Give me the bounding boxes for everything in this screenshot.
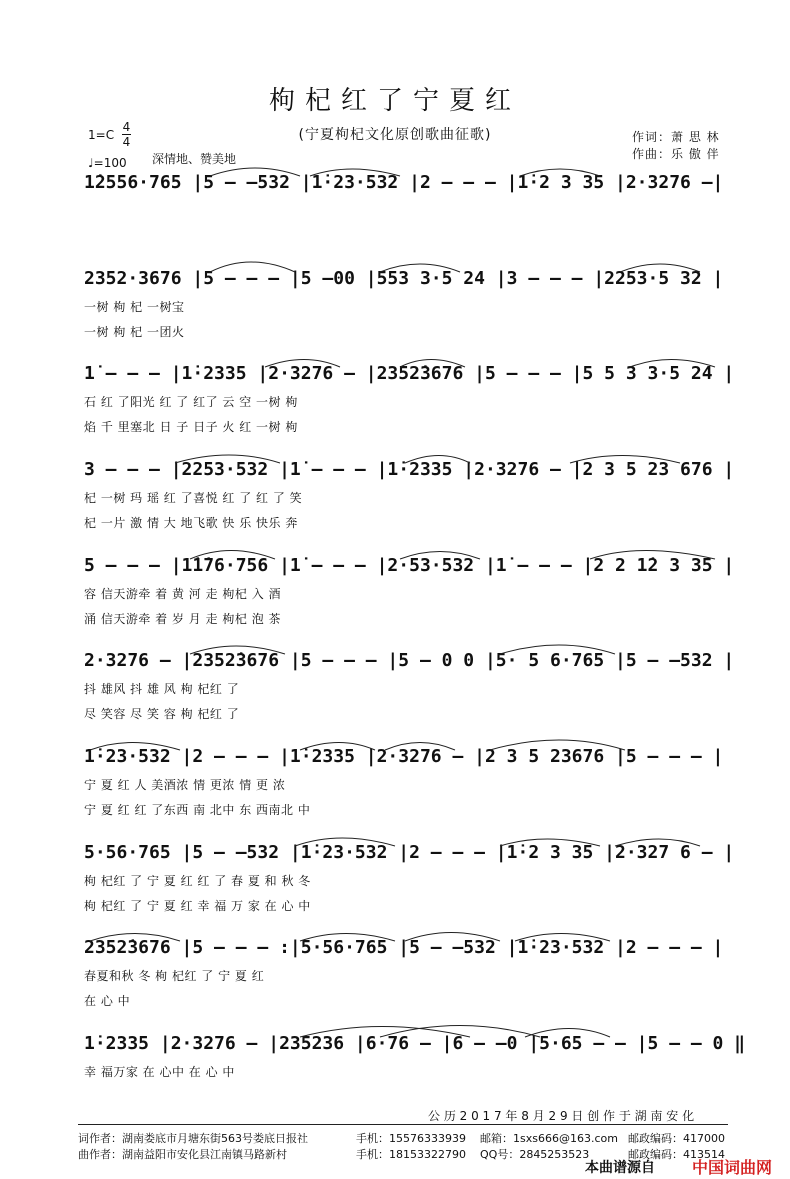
composer-postcode: 邮政编码：413514	[628, 1148, 725, 1161]
lyricist-credit: 作词：萧 思 林	[632, 130, 720, 144]
slur	[630, 360, 715, 368]
lyric-verse1-line-10: 幸 福万家 在 心中 在 心 中	[84, 1065, 235, 1079]
slur	[210, 168, 300, 176]
slur	[300, 743, 375, 751]
lyric-verse2-line-9: 在 心 中	[84, 994, 131, 1008]
slur	[520, 169, 600, 176]
slur	[190, 646, 285, 654]
lyric-verse1-line-5: 容 信天游牵 着 黄 河 走 枸杞 入 酒	[84, 587, 282, 601]
lyric-verse2-line-8: 枸 杞红 了 宁 夏 红 幸 福 万 家 在 心 中	[84, 899, 311, 913]
lyricist-email: 邮箱：1sxs666@163.com	[480, 1132, 618, 1145]
slur	[620, 264, 700, 272]
lyricist-address: 词作者：湖南娄底市月塘东街563号娄底日报社	[78, 1132, 308, 1145]
date-line: 公 历 2 0 1 7 年 8 月 2 9 日 创 作 于 湖 南 安 化	[428, 1109, 695, 1123]
slur	[405, 933, 500, 942]
lyric-verse2-line-7: 宁 夏 红 红 了东西 南 北中 东 西南北 中	[84, 803, 311, 817]
lyric-verse1-line-7: 宁 夏 红 人 美酒浓 情 更浓 情 更 浓	[84, 778, 286, 792]
score-line-3: 1̇ – – – |1̇·2335 |2·3276 – |2352̇3676 |5 – – – |5 5 3 3·5 24 |	[84, 363, 735, 384]
score-line-1: 1̇2556·765 |5 – –532 |1̇·23·532 |2 – – – |1̇·2 3 35 |2·3276 –|	[84, 172, 724, 193]
expression-marking: 深情地、赞美地	[152, 152, 237, 166]
composer-credit: 作曲：乐 傲 伴	[632, 147, 720, 161]
slur	[405, 456, 470, 464]
lyric-verse1-line-3: 石 红 了阳光 红 了 红了 云 空 一树 枸	[84, 395, 298, 409]
lyric-verse1-line-8: 枸 杞红 了 宁 夏 红 红 了 春 夏 和 秋 冬	[84, 874, 311, 888]
score-line-8: 5·56·765 |5 – –532 |1̇·23·532 |2 – – – |1̇·2 3 35 |2·327 6 – |	[84, 842, 735, 863]
slur	[310, 169, 400, 176]
footer-divider	[78, 1124, 728, 1125]
slur	[90, 934, 180, 942]
slur	[265, 360, 340, 368]
lyric-verse2-line-2: 一树 枸 杞 一团火	[84, 325, 185, 339]
score-line-7: 1̇·23·532 |2 – – – |1̇·2335 |2·3276 – |2 3 5 23676 |5 – – – |	[84, 746, 724, 767]
source-site: 中国词曲网	[692, 1158, 773, 1177]
composer-phone: 手机：18153322790	[356, 1148, 466, 1161]
slur	[90, 743, 180, 751]
slur	[210, 262, 295, 272]
slur	[190, 551, 275, 560]
score-line-9: 2352̇3676 |5 – – – :|5·56·765 |5 – –532 |1̇·23·532 |2 – – – |	[84, 937, 724, 958]
slur	[590, 551, 715, 560]
time-signature-bottom: 4	[122, 135, 131, 149]
time-signature-top: 4	[122, 120, 131, 134]
composer-qq: QQ号：2845253523	[480, 1148, 590, 1161]
slur	[380, 264, 460, 272]
lyricist-phone: 手机：15576333939	[356, 1132, 466, 1145]
lyricist-postcode: 邮政编码：417000	[628, 1132, 725, 1145]
slur	[300, 934, 395, 942]
slur	[570, 456, 680, 464]
lyric-verse2-line-5: 涌 信天游牵 着 岁 月 走 枸杞 泡 茶	[84, 612, 282, 626]
score-line-6: 2·3276 – |2352̇3676 |5 – – – |5 – 0 0 |5· 5 6·765 |5 – –532 |	[84, 650, 735, 671]
tempo-marking: ♩=100	[88, 156, 127, 170]
score-line-10: 1̇·2335 |2·3276 – |235236 |6·76 – |6 – –0 |5·65 – – |5 – – 0 ‖	[84, 1033, 746, 1054]
score-line-4: 3 – – – |2253·532 |1̇ – – – |1̇·2335 |2·3276 – |2 3 5 23 676 |	[84, 459, 735, 480]
song-subtitle: (宁夏枸杞文化原创歌曲征歌)	[298, 127, 492, 143]
score-line-2: 2352·3676 |5 – – – |5 –00 |553 3·5 24 |3 – – – |2253·5 32 |	[84, 268, 724, 289]
slur	[615, 839, 700, 846]
lyric-verse1-line-4: 杞 一树 玛 瑶 红 了喜悦 红 了 红 了 笑	[84, 491, 303, 505]
slur	[400, 360, 465, 368]
composer-address: 曲作者：湖南益阳市安化县江南镇马路新村	[78, 1148, 287, 1161]
key-signature: 1=C	[88, 128, 115, 142]
slur	[500, 645, 615, 654]
lyric-verse2-line-6: 尽 笑容 尽 笑 容 枸 杞红 了	[84, 707, 240, 721]
slur	[490, 740, 625, 750]
song-title: 枸杞红了宁夏红	[268, 86, 521, 116]
slur	[500, 839, 600, 846]
slur	[295, 838, 395, 846]
slur	[400, 552, 480, 560]
slur	[385, 743, 455, 751]
lyric-verse1-line-6: 抖 雄风 抖 雄 风 枸 杞红 了	[84, 682, 240, 696]
lyric-verse2-line-3: 焰 千 里塞北 日 子 日子 火 红 一树 枸	[84, 420, 298, 434]
lyric-verse1-line-9: 春夏和秋 冬 枸 杞红 了 宁 夏 红	[84, 969, 265, 983]
source-label: 本曲谱源自	[585, 1160, 655, 1176]
score-line-5: 5 – – – |1̇1̇76·756 |1̇ – – – |2·53·532 |1̇ – – – |2 2 1̇2 3 35 |	[84, 555, 735, 576]
slur	[175, 455, 280, 463]
lyric-verse1-line-2: 一树 枸 杞 一树宝	[84, 300, 185, 314]
lyric-verse2-line-4: 杞 一片 激 情 大 地飞歌 快 乐 快乐 奔	[84, 516, 298, 530]
slur	[525, 1029, 610, 1038]
slur	[515, 934, 610, 942]
